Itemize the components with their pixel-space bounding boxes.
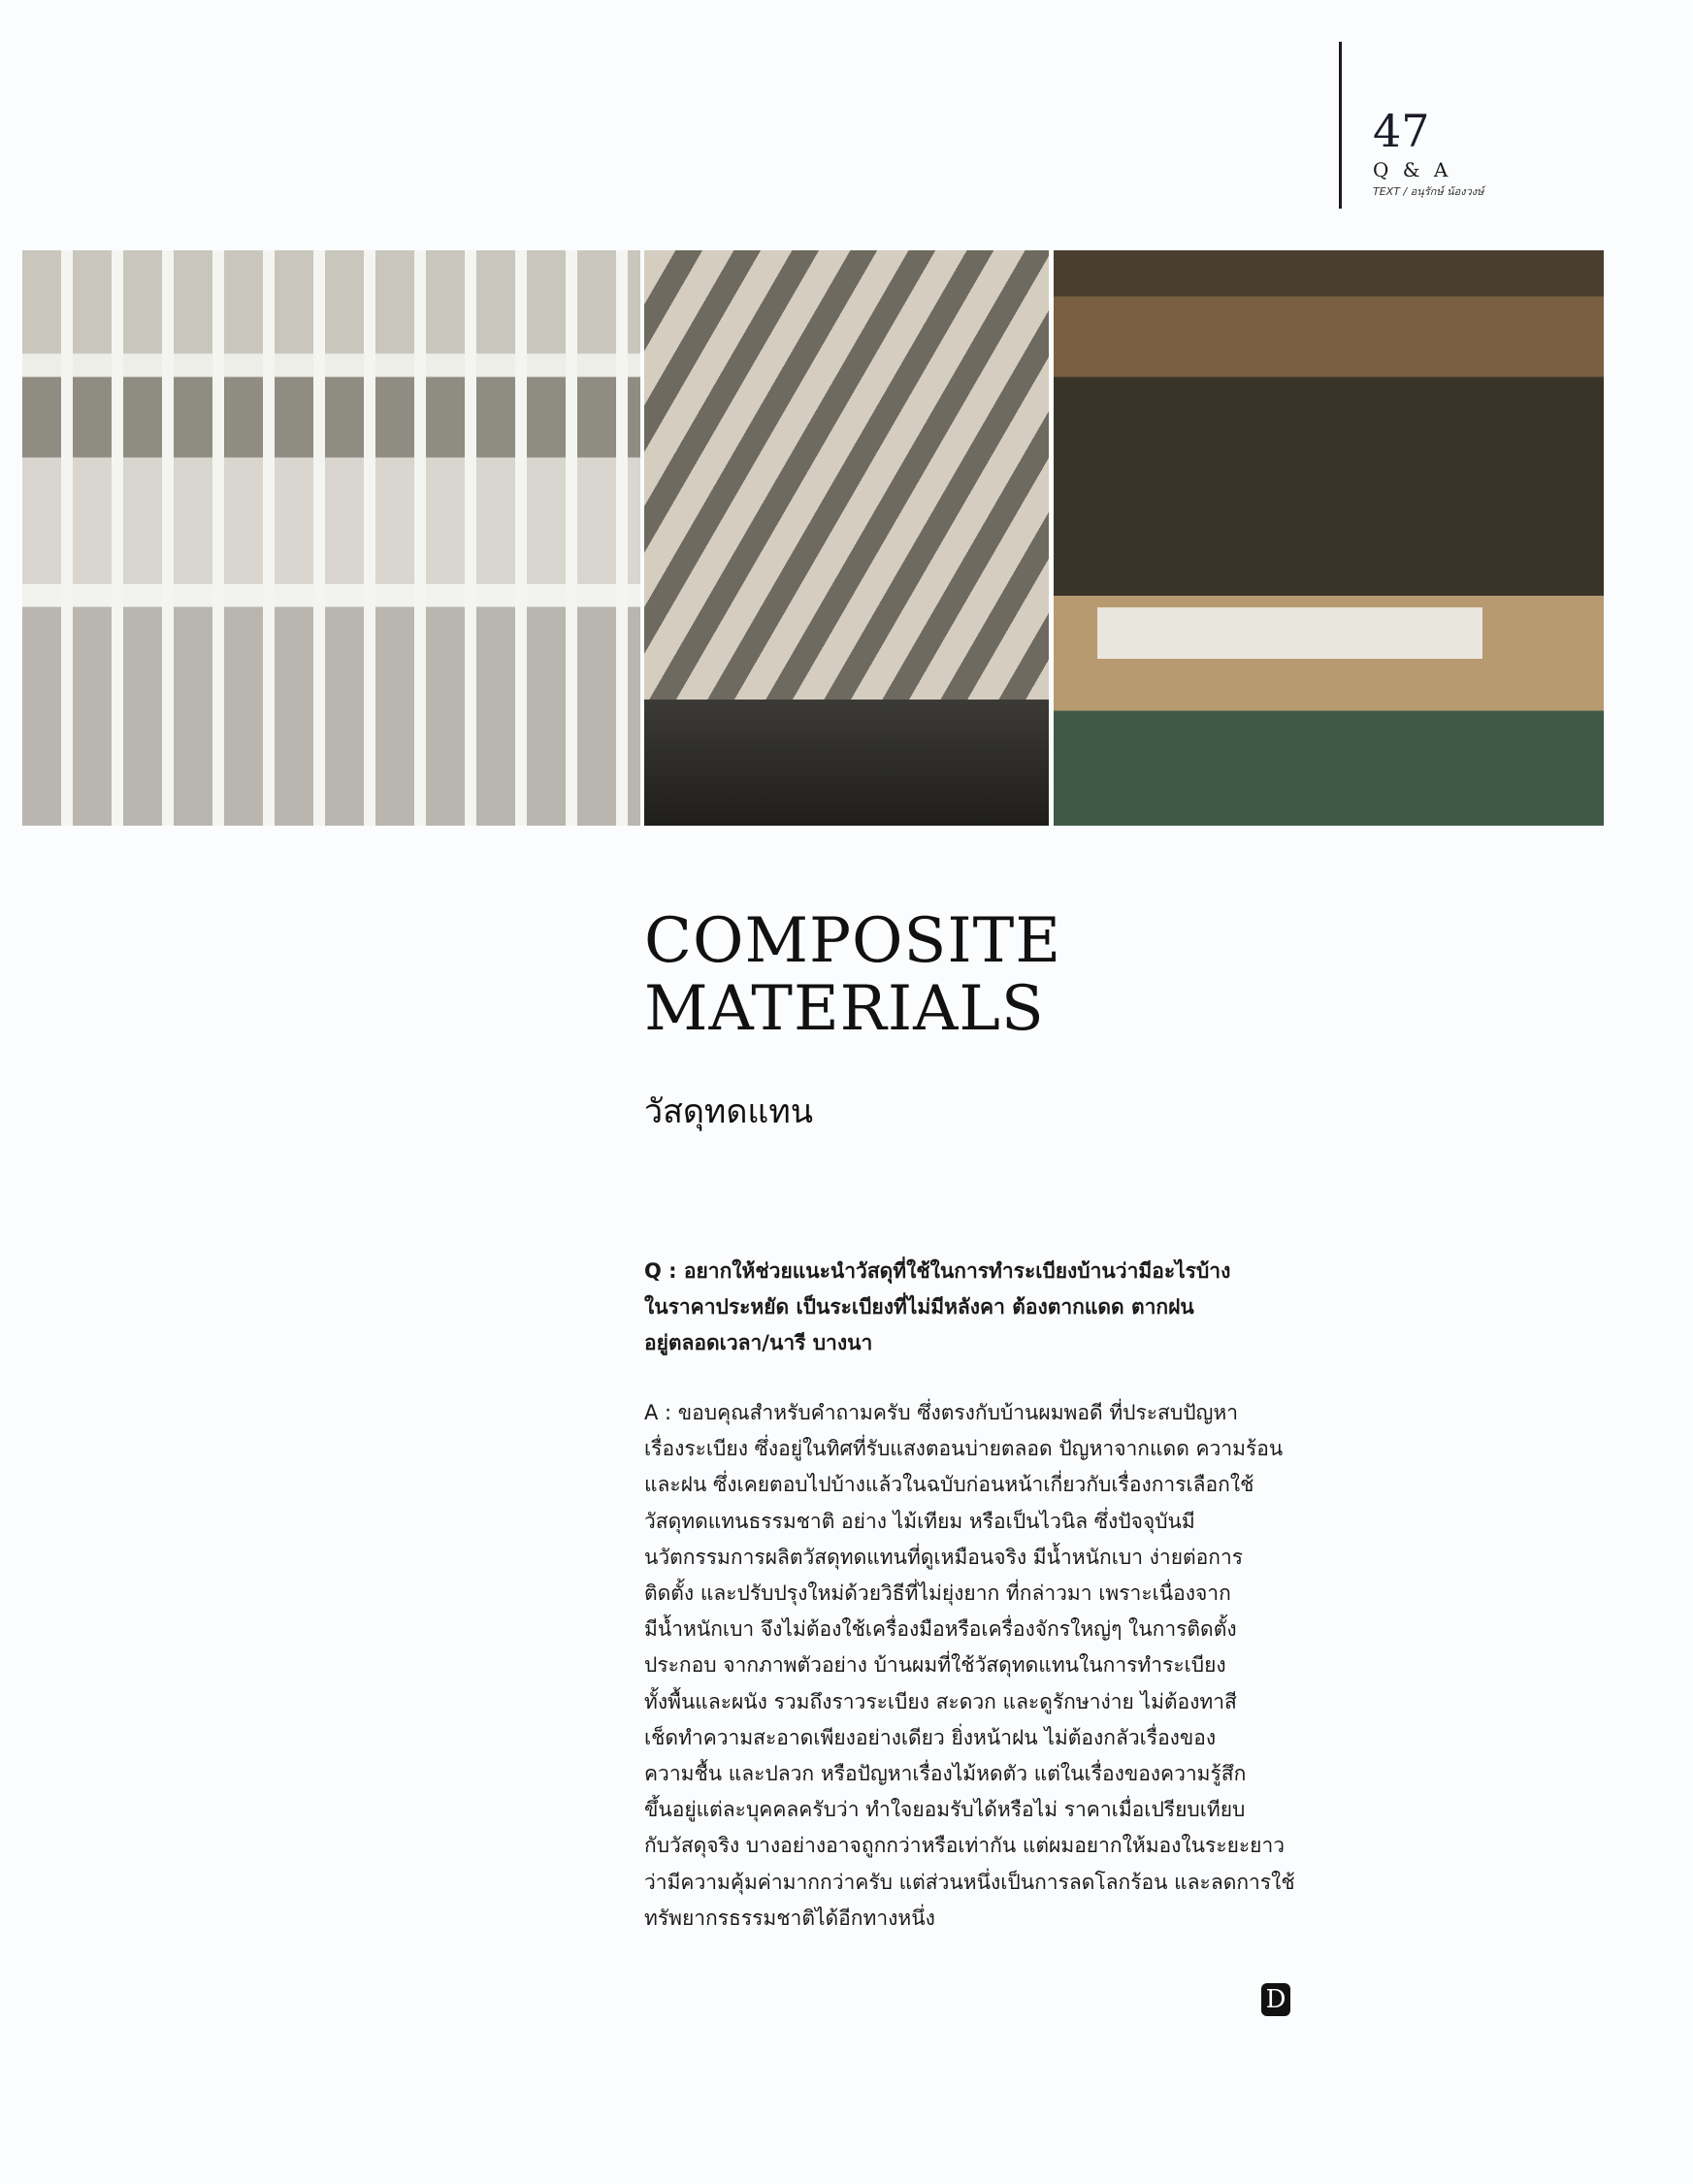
author-credit: TEXT / อนุรักษ์ น้องวงษ์ — [1373, 185, 1484, 198]
photo-slatted-shadow-wall — [644, 250, 1049, 826]
question-paragraph: Q : อยากให้ช่วยแนะนำวัสดุที่ใช้ในการทำระเบียงบ้านว่ามีอะไรบ้าง ในราคาประหยัด เป็นระเบียงที่ไม่มีหลังคา ต้องตากแดด ตากฝน อยู่ตลอดเวลา/นารี บางนา — [644, 1259, 1231, 1354]
answer-paragraph: A : ขอบคุณสำหรับคำถามครับ ซึ่งตรงกับบ้านผมพอดี ที่ประสบปัญหา เรื่องระเบียง ซึ่งอยู่ในทิศที่รับแสงตอนบ่ายตลอด ปัญหาจากแดด ความร้อน และฝน ซึ่งเคยตอบไปบ้างแล้วในฉบับก่อนหน้าเกี่ยวกับเรื่องการเลือกใช้ วัสดุทดแทนธรรมชาติ อย่าง ไม้เทียม หรือเป็นไวนิล ซึ่งปัจจุบันมี นวัตกรรมการผลิตวัสดุทดแทนที่ดูเหมือนจริง มีน้ำหนักเบา ง่ายต่อการ ติดตั้ง และปรับปรุงใหม่ด้วยวิธีที่ไม่ยุ่งยาก ที่กล่าวมา เพราะเนื่องจาก มีน้ำหนักเบา จึงไม่ต้องใช้เครื่องมือหรือเครื่องจักรใหญ่ๆ ในการติดตั้ง ประกอบ จากภาพตัวอย่าง บ้านผมที่ใช้วัสดุทดแทนในการทำระเบียง ทั้งพื้นและผนัง รวมถึงราวระเบียง สะดวก และดูรักษาง่าย ไม่ต้องทาสี เช็ดทำความสะอาดเพียงอย่างเดียว ยิ่งหน้าฝน ไม่ต้องกลัวเรื่องของ ความชื้น และปลวก หรือปัญหาเรื่องไม้หดตัว แต่ในเรื่องของความรู้สึก ขึ้นอยู่แต่ละบุคคลครับว่า ทำใจยอมรับได้หรือไม่ ราคาเมื่อเปรียบเทียบ กับวัสดุจริง บางอย่างอาจถูกกว่าหรือเท่ากัน แต่ผมอยากให้มองในระยะยาว ว่ามีความคุ้มค่ามากกว่าครับ แต่ส่วนหนึ่งเป็นการลดโลกร้อน และลดการใช้ ทรัพยากรธรรมชาติได้อีกทางหนึ่ง — [644, 1401, 1295, 1930]
article-subtitle: วัสดุทดแทน — [644, 1092, 813, 1131]
end-mark-logo: D — [1261, 1983, 1290, 2016]
photo-wooden-deck-pool — [1054, 250, 1604, 826]
header-divider — [1339, 42, 1342, 209]
page-number: 47 — [1373, 105, 1430, 157]
article-title: COMPOSITE MATERIALS — [644, 905, 1062, 1045]
section-label: Q & A — [1373, 158, 1452, 181]
photo-white-veranda — [22, 250, 640, 826]
